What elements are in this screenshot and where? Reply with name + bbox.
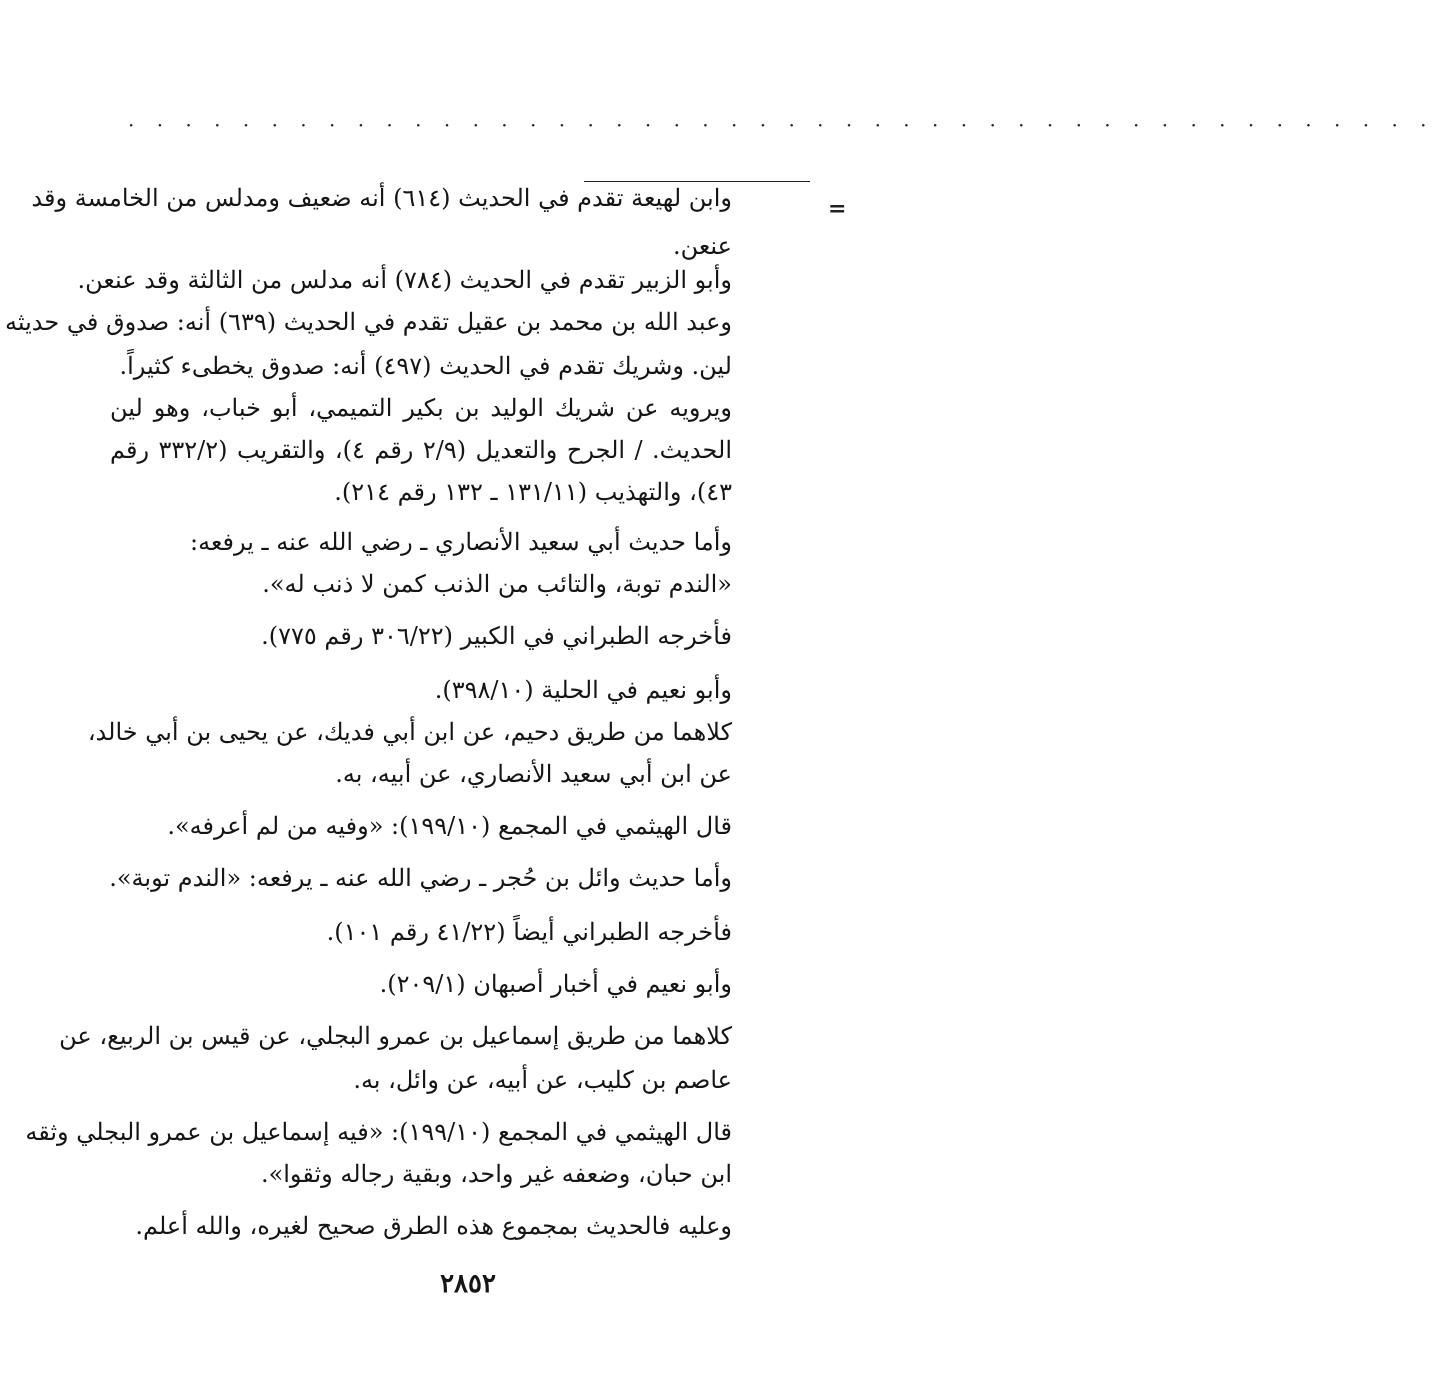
- text-line: وابن لهيعة تقدم في الحديث (٦١٤) أنه ضعيف ومدلس من الخامسة وقد: [31, 184, 732, 212]
- text-line: وأبو نعيم في أخبار أصبهان (٢٠٩/١).: [379, 970, 732, 998]
- text-line: ويرويه عن شريك الوليد بن بكير التميمي، أبو خباب، وهو لين: [110, 394, 732, 422]
- text-line: وأما حديث أبي سعيد الأنصاري ـ رضي الله عنه ـ يرفعه:: [190, 528, 732, 556]
- text-line: وأبو الزبير تقدم في الحديث (٧٨٤) أنه مدلس من الثالثة وقد عنعن.: [77, 266, 732, 294]
- dotted-separator: · · · · · · · · · · · · · · · · · · · · · · · · · · · · · · · · · · · · · · · · · · · · · ·: [128, 113, 1435, 137]
- text-line: ابن حبان، وضعفه غير واحد، وبقية رجاله وثقوا».: [260, 1160, 732, 1188]
- text-line: قال الهيثمي في المجمع (١٩٩/١٠): «فيه إسماعيل بن عمرو البجلي وثقه: [25, 1118, 732, 1146]
- quoted-hadith: «الندم توبة، والتائب من الذنب كمن لا ذنب له».: [262, 570, 732, 598]
- text-line: عن ابن أبي سعيد الأنصاري، عن أبيه، به.: [335, 760, 732, 788]
- text-line: كلاهما من طريق دحيم، عن ابن أبي فديك، عن يحيى بن أبي خالد،: [87, 718, 732, 746]
- text-line: وأبو نعيم في الحلية (٣٩٨/١٠).: [434, 676, 732, 704]
- text-line: فأخرجه الطبراني في الكبير (٣٠٦/٢٢ رقم ٧٧٥).: [261, 622, 732, 650]
- text-line: ٤٣)، والتهذيب (١٣١/١١ ـ ١٣٢ رقم ٢١٤).: [334, 478, 732, 506]
- text-line: كلاهما من طريق إسماعيل بن عمرو البجلي، عن قيس بن الربيع، عن: [59, 1022, 732, 1050]
- page-number: ٢٨٥٢: [440, 1269, 496, 1299]
- text-line: فأخرجه الطبراني أيضاً (٤١/٢٢ رقم ١٠١).: [326, 918, 732, 946]
- text-line: لين. وشريك تقدم في الحديث (٤٩٧) أنه: صدوق يخطىء كثيراً.: [119, 352, 732, 380]
- text-line: الحديث. / الجرح والتعديل (٢/٩ رقم ٤)، والتقريب (٣٣٢/٢ رقم: [110, 436, 732, 464]
- text-line: وأما حديث وائل بن حُجر ـ رضي الله عنه ـ يرفعه: «الندم توبة».: [109, 864, 732, 892]
- text-line: عنعن.: [672, 232, 732, 260]
- text-line: قال الهيثمي في المجمع (١٩٩/١٠): «وفيه من لم أعرفه».: [167, 812, 732, 840]
- text-line: وعليه فالحديث بمجموع هذه الطرق صحيح لغيره، والله أعلم.: [135, 1212, 732, 1240]
- text-line: وعبد الله بن محمد بن عقيل تقدم في الحديث (٦٣٩) أنه: صدوق في حديثه: [5, 308, 732, 336]
- continuation-mark: =: [828, 196, 847, 222]
- text-line: عاصم بن كليب، عن أبيه، عن وائل، به.: [353, 1066, 732, 1094]
